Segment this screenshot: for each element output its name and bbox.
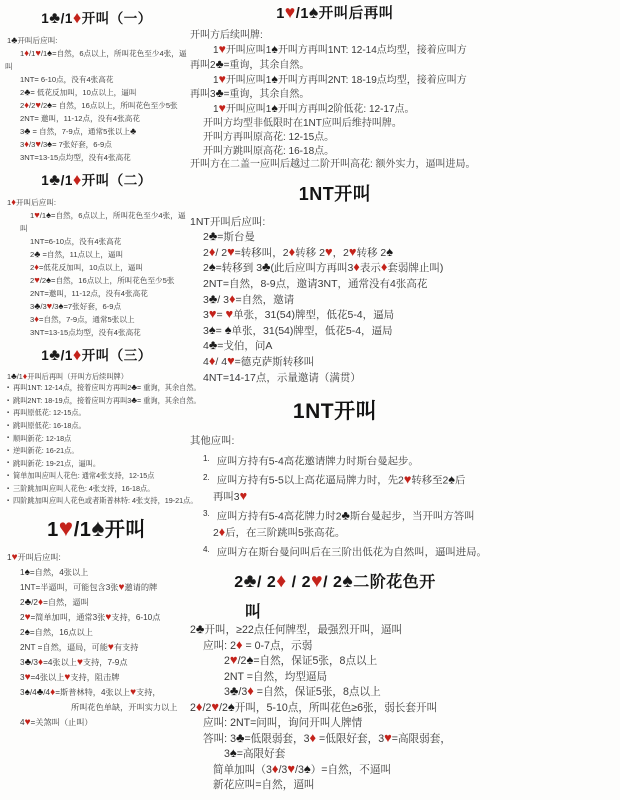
suit-spade-icon: ♠ (308, 2, 319, 22)
suit-spade-icon: ♠ (24, 686, 30, 698)
suit-heart-icon: ♥ (384, 729, 392, 745)
list-marker: ▪ (7, 473, 10, 479)
suit-diamond-icon: ♦ (72, 170, 82, 189)
suit-club-icon: ♣ (235, 729, 245, 745)
text-line: 叫 (20, 223, 28, 233)
section-title: 1♥/1♠开叫 (47, 514, 146, 542)
suit-spade-icon: ♠ (47, 99, 53, 110)
text-line: 3♠=高限好套 (224, 745, 286, 761)
text-line: 3♣/3♥/3♠=7张好套，6-9点 (30, 300, 122, 311)
suit-club-icon: ♣ (195, 621, 205, 637)
suit-diamond-icon: ♦ (228, 290, 236, 306)
text-line: 2♦=低花反加叫，10点以上，逼叫 (30, 261, 143, 272)
list-marker: ▪ (7, 435, 10, 442)
suit-heart-icon: ♥ (287, 760, 295, 776)
suit-spade-icon: ♠ (47, 47, 53, 58)
suit-diamond-icon: ♦ (11, 196, 16, 207)
suit-club-icon: ♣ (24, 596, 32, 608)
text-line: 3♠= ♠单张，31(54)牌型，低花5-4，逼局 (203, 321, 393, 337)
suit-heart-icon: ♥ (24, 716, 31, 728)
suit-diamond-icon: ♦ (247, 683, 254, 699)
suit-spade-icon: ♠ (386, 243, 394, 259)
suit-spade-icon: ♠ (91, 514, 105, 542)
text-line: 其他应叫: (190, 436, 235, 448)
suit-heart-icon: ♥ (34, 274, 40, 285)
list-marker: ▪ (7, 385, 10, 392)
text-line: 4. 应叫方在斯台曼问叫后在三阶出低花为自然叫，逼叫进局。 (188, 542, 482, 562)
text-line: 1. 应叫方持有5-4高花邀请牌力时斯台曼起步。 (188, 451, 482, 471)
suit-heart-icon: ♥ (24, 671, 31, 683)
suit-diamond-icon: ♦ (50, 686, 56, 698)
text-line: 1NT= 6-10点，没有4张高花 (20, 74, 114, 84)
suit-heart-icon: ♥ (64, 671, 71, 683)
suit-heart-icon: ♥ (227, 352, 235, 368)
suit-club-icon: ♣ (131, 394, 138, 405)
suit-heart-icon: ♥ (208, 306, 217, 322)
suit-spade-icon: ♠ (24, 626, 30, 638)
text-line: 3. 应叫方持有5-4高花牌力时2♣斯台曼起步，当开叫方答叫 (188, 506, 482, 526)
suit-diamond-icon: ♦ (208, 352, 216, 368)
suit-club-icon: ♣ (243, 570, 257, 593)
text-line: 2♥=简单加叫，通常3张♥支持，6-10点 (20, 611, 161, 623)
text-line: ▪ 跳叫2NT: 18-19点，接着应叫方再叫3♣= 重询，其余自然。 (5, 395, 188, 408)
suit-heart-icon: ♥ (218, 71, 226, 86)
suit-heart-icon: ♥ (348, 243, 357, 259)
text-line: 3♥= ♥单张，31(54)牌型，低花5-4，逼局 (203, 306, 395, 322)
suit-club-icon: ♣ (36, 686, 44, 698)
text-line: 2NT =自然，均型逼局 (224, 670, 328, 683)
text-line: 新花应叫=自然，逼叫 (213, 779, 315, 792)
suit-diamond-icon: ♦ (208, 243, 216, 259)
suit-heart-icon: ♥ (284, 2, 296, 22)
text-line: 1♠=自然，4张以上 (20, 566, 89, 578)
suit-club-icon: ♣ (24, 86, 31, 97)
list-marker: ▪ (7, 397, 10, 404)
suit-club-icon: ♣ (49, 345, 61, 364)
suit-diamond-icon: ♦ (37, 656, 44, 668)
suit-heart-icon: ♥ (35, 138, 41, 149)
section-title: 1♥/1♠开叫后再叫 (276, 2, 394, 22)
text-line: ▪ 再叫原低花: 12-15点。 (5, 407, 188, 420)
suit-club-icon: ♣ (11, 370, 17, 381)
suit-heart-icon: ♥ (11, 551, 18, 563)
suit-club-icon: ♣ (215, 86, 224, 101)
list-marker: ▪ (7, 447, 10, 454)
suit-club-icon: ♣ (341, 508, 350, 523)
section-left-4 (5, 514, 188, 730)
text-line: 2NT=邀叫，11-12点，没有4张高花 (30, 288, 148, 298)
suit-diamond-icon: ♦ (353, 259, 360, 275)
text-line: 2♥/2♠=自然，保证5张，8点以上 (224, 652, 378, 668)
list-marker: 1. (203, 453, 210, 463)
suit-diamond-icon: ♦ (195, 698, 203, 714)
text-line: 开叫方跳叫原高花: 16-18点。 (203, 145, 335, 157)
suit-club-icon: ♣ (34, 248, 41, 259)
suit-club-icon: ♣ (49, 9, 61, 27)
text-line: 1NT=6-10点，没有4张高花 (30, 236, 122, 246)
text-line: 1♦开叫后应叫: (7, 196, 57, 207)
suit-heart-icon: ♥ (58, 514, 74, 542)
text-line: 答叫: 3♣=低限弱套，3♦ =低限好套，3♥=高限弱套， (203, 729, 451, 745)
text-line: 1♥开叫应叫1♠开叫方再叫1NT: 12-14点均型，接着应叫方 (213, 41, 467, 56)
text-line: 2♠=转移到 3♣(此后应叫方再叫3♦表示♦套弱牌止叫) (203, 259, 444, 275)
text-line: 应叫: 2♦ = 0-7点，示弱 (203, 636, 313, 652)
suit-heart-icon: ♥ (403, 472, 412, 487)
suit-diamond-icon: ♦ (276, 570, 287, 593)
suit-diamond-icon: ♦ (24, 138, 29, 149)
suit-diamond-icon: ♦ (22, 370, 28, 381)
text-line: ▪ 顺叫新花: 12-18点 (5, 433, 188, 446)
suit-heart-icon: ♥ (211, 698, 220, 714)
section-left-3 (5, 345, 201, 508)
text-line: 1♥开叫后应叫: (7, 551, 61, 563)
text-line: 2♦后，在三阶跳叫5张高花。 (213, 525, 346, 540)
list-marker: ▪ (7, 460, 10, 467)
section-right-2 (188, 183, 482, 386)
suit-club-icon: ♣ (229, 683, 239, 699)
text-line: 开叫方再叫原高花: 12-15点。 (203, 131, 335, 143)
text-line: 叫 (5, 61, 13, 71)
section-right-1 (188, 4, 482, 172)
suit-heart-icon: ♥ (218, 41, 226, 56)
suit-club-icon: ♣ (208, 228, 218, 244)
suit-heart-icon: ♥ (239, 489, 248, 504)
text-line: 1♥/1♠=自然，6点以上，所叫花色至少4张，逼 (30, 209, 186, 220)
suit-club-icon: ♣ (49, 170, 61, 189)
text-line: 3♣ = 自然，7-9点，通常5张以上♣ (20, 125, 137, 136)
suit-club-icon: ♣ (130, 125, 137, 136)
text-line: 2NT=自然，8-9点，邀请3NT，通常没有4张高花 (203, 277, 428, 290)
suit-diamond-icon: ♦ (309, 729, 317, 745)
text-line: 3♠/4♣/4♦=斯普林特，4张以上♥支持， (20, 686, 161, 698)
suit-heart-icon: ♥ (218, 101, 226, 116)
suit-spade-icon: ♠ (47, 138, 53, 149)
text-line: 3NT=13-15点均型，没有4张高花 (30, 327, 141, 337)
text-line: 1NT=半逼叫，可能包含3张♥邀请的牌 (20, 581, 158, 593)
suit-diamond-icon: ♦ (271, 760, 279, 776)
text-line: 简单加叫（3♦/3♥/3♠）=自然，不逼叫 (213, 760, 392, 776)
suit-diamond-icon: ♦ (72, 9, 82, 27)
text-line: 2♦/2♥/2♠= 自然，16点以上，所叫花色至少5张 (20, 99, 178, 110)
suit-diamond-icon: ♦ (24, 47, 29, 58)
suit-heart-icon: ♥ (34, 209, 40, 220)
suit-heart-icon: ♥ (107, 641, 114, 653)
suit-diamond-icon: ♦ (218, 525, 226, 540)
suit-spade-icon: ♠ (271, 101, 278, 116)
text-line: ▪ 再叫1NT: 12-14点，接着应叫方再叫2♣= 重询，其余自然。 (5, 382, 188, 395)
suit-spade-icon: ♠ (271, 71, 278, 86)
suit-heart-icon: ♥ (229, 652, 238, 668)
suit-heart-icon: ♥ (310, 570, 324, 593)
text-line: 1♦/1♥/1♠=自然，6点以上，所叫花色至少4张，逼 (20, 47, 187, 58)
suit-heart-icon: ♥ (35, 47, 41, 58)
text-line: 2♣/2♦=自然，逼叫 (20, 596, 89, 608)
suit-heart-icon: ♥ (105, 611, 112, 623)
column-right (188, 0, 487, 794)
text-line: 3♣/3♦=4张以上♥支持，7-9点 (20, 656, 128, 668)
suit-spade-icon: ♠ (224, 321, 232, 337)
list-marker: ▪ (7, 422, 10, 429)
suit-spade-icon: ♠ (342, 570, 354, 593)
text-line: 所叫花色单缺，开叫实力以上 (71, 702, 178, 712)
suit-diamond-icon: ♦ (24, 99, 29, 110)
suit-club-icon: ♣ (131, 382, 138, 393)
text-line: 3♥=4张以上♥支持，阻击牌 (20, 671, 120, 683)
text-line: 2♠=自然，16点以上 (20, 626, 93, 638)
section-right-3 (188, 399, 487, 562)
section-title: 2♣/ 2♦ / 2♥/ 2♠二阶花色开 (234, 570, 436, 593)
suit-club-icon: ♣ (34, 300, 41, 311)
text-line: 3♦=自然，7-9点，通常5张以上 (30, 313, 135, 324)
suit-heart-icon: ♥ (225, 306, 234, 322)
text-line: 1♥开叫应叫1♠开叫方再叫2NT: 18-19点均型，接着应叫方 (213, 71, 467, 86)
suit-diamond-icon: ♦ (34, 313, 39, 324)
suit-diamond-icon: ♦ (37, 596, 44, 608)
text-line: 再叫2♣=重询，其余自然。 (190, 56, 310, 71)
text-line: 1NT开叫后应叫: (190, 215, 266, 228)
section-title-wrap: 叫 (245, 604, 262, 622)
text-line: ▪ 简单加叫应叫人花色: 通常4张支持，12-15点 (5, 470, 188, 483)
text-line: 1♥开叫应叫1♠开叫方再叫2阶低花: 12-17点。 (213, 101, 415, 116)
text-line: 2NT= 邀叫，11-12点，没有4张高花 (20, 113, 140, 123)
text-line: 1♣/1♦开叫后再叫（开叫方后续叫牌） (7, 370, 128, 381)
text-line: 3♦/3♥/3♠= 7张好套，6-9点 (20, 138, 112, 149)
column-left (5, 0, 201, 730)
text-line: 2♦/ 2♥=转移叫，2♦转移 2♥，2♥转移 2♠ (203, 243, 394, 259)
list-marker: 2. (203, 473, 210, 483)
section-title: 1NT开叫 (292, 400, 378, 424)
list-marker: ▪ (7, 498, 10, 505)
text-line: ▪ 跳叫原低花: 16-18点。 (5, 420, 188, 433)
suit-heart-icon: ♥ (35, 99, 41, 110)
suit-spade-icon: ♠ (208, 259, 216, 275)
suit-spade-icon: ♠ (229, 745, 237, 761)
text-line: 再叫3♥ (213, 489, 248, 504)
section-title: 1NT开叫 (298, 184, 372, 205)
text-line: 2♣=斯台曼 (203, 228, 255, 244)
suit-club-icon: ♣ (24, 656, 32, 668)
text-line: 2. 应叫方持有5-5以上高花逼局牌力时，先2♥转移至2♠后 (188, 470, 482, 490)
section-title: 1♣/1♦开叫（三） (41, 345, 152, 364)
suit-spade-icon: ♠ (208, 321, 216, 337)
suit-spade-icon: ♠ (303, 760, 311, 776)
suit-spade-icon: ♠ (46, 274, 52, 285)
text-line: 再叫3♣=重询，其余自然。 (190, 86, 310, 101)
text-line: 3♣/ 3♦=自然，邀请 (203, 290, 295, 306)
suit-spade-icon: ♠ (448, 472, 456, 487)
text-line: 应叫: 2NT=问叫，询问开叫人牌情 (203, 717, 363, 730)
section-left-1 (5, 10, 188, 164)
suit-diamond-icon: ♦ (72, 345, 82, 364)
text-line: 4♣=戈伯，问A (203, 337, 273, 353)
text-line: ▪ 四阶跳加叫应叫人花色或者斯普林特: 4张支持，19-21点。 (5, 495, 188, 508)
text-line: 4NT=14-17点，示量邀请（满贯） (203, 371, 361, 384)
suit-heart-icon: ♥ (46, 300, 53, 311)
list-marker: ▪ (7, 485, 10, 492)
text-line: 开叫方在二盖一应叫后越过二阶开叫高花: 额外实力，逼叫进局。 (190, 159, 476, 171)
suit-club-icon: ♣ (208, 290, 218, 306)
text-line: ▪ 三阶跳加叫应叫人花色: 4张支持，16-18点。 (5, 483, 188, 496)
suit-heart-icon: ♥ (76, 656, 83, 668)
section-title: 1♣/1♦开叫（二） (41, 170, 152, 189)
suit-diamond-icon: ♦ (380, 259, 388, 275)
text-line: 3♣/3♦ =自然，保证5张，8点以上 (224, 683, 381, 699)
text-line: 3NT=13-15点均型，没有4张高花 (20, 152, 131, 162)
suit-heart-icon: ♥ (227, 243, 235, 259)
list-marker: 4. (203, 545, 210, 555)
text-line: 4♥=关煞叫（止叫） (20, 716, 93, 728)
text-line: 2♥/2♠=自然，16点以上，所叫花色至少5张 (30, 274, 175, 285)
suit-club-icon: ♣ (208, 337, 218, 353)
suit-spade-icon: ♠ (24, 566, 30, 578)
text-line: ▪ 逆叫新花: 16-21点。 (5, 445, 188, 458)
text-line: 2♣ =自然，11点以上，逼叫 (30, 248, 124, 259)
section-right-4 (188, 572, 482, 794)
text-line: 2NT =自然，逼局，可能♥有支持 (20, 641, 139, 653)
text-line: ▪ 跳叫新花: 19-21点，逼叫。 (5, 458, 188, 471)
text-line: 2♣= 低花反加叫，10点以上，逼叫 (20, 86, 137, 97)
section-left-2 (5, 172, 188, 339)
text-line: 4♦/ 4♥=德克萨斯转移叫 (203, 352, 315, 368)
text-line: 1♣开叫后应叫: (7, 34, 58, 45)
suit-diamond-icon: ♦ (235, 636, 243, 652)
suit-spade-icon: ♠ (58, 300, 64, 311)
text-line: 2♦/2♥/2♠开叫，5-10点，所叫花色≥6张，弱长套开叫 (190, 698, 438, 714)
suit-spade-icon: ♠ (227, 698, 235, 714)
suit-club-icon: ♣ (11, 34, 18, 45)
suit-club-icon: ♣ (24, 125, 31, 136)
suit-heart-icon: ♥ (24, 611, 31, 623)
suit-heart-icon: ♥ (130, 686, 137, 698)
suit-club-icon: ♣ (262, 259, 271, 275)
section-title: 1♣/1♦开叫（一） (41, 9, 152, 27)
suit-heart-icon: ♥ (324, 243, 333, 259)
suit-spade-icon: ♠ (246, 652, 254, 668)
text-line: 2♣开叫，≥22点任何牌型，最强烈开叫，逼叫 (190, 621, 403, 637)
text-line: 开叫方均型非低限时在1NT应叫后维持叫牌。 (203, 117, 402, 129)
suit-diamond-icon: ♦ (34, 261, 39, 272)
suit-spade-icon: ♠ (271, 41, 278, 56)
suit-heart-icon: ♥ (118, 581, 125, 593)
list-marker: ▪ (7, 410, 10, 417)
list-marker: 3. (203, 509, 210, 519)
suit-spade-icon: ♠ (46, 209, 52, 220)
suit-diamond-icon: ♦ (288, 243, 296, 259)
suit-club-icon: ♣ (215, 56, 224, 71)
text-line: 开叫方后续叫牌: (190, 30, 263, 42)
